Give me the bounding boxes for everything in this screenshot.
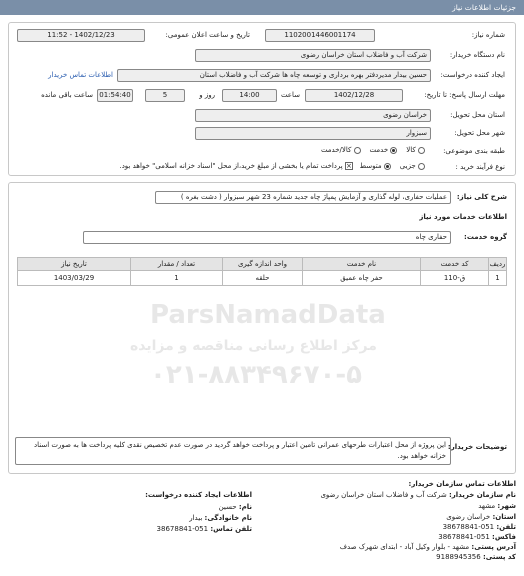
category-label: طبقه بندی موضوعی: [443,147,505,155]
creator-line [157,525,252,533]
service-group-value: حفاری چاه [83,231,451,244]
contact-line [443,523,516,531]
contact-key: استان: [492,513,516,521]
col-qty: تعداد / مقدار [131,258,223,271]
remaining-value: 01:54:40 [97,89,133,102]
buyer-notes-label: توضیحات خریدار: [447,443,507,451]
service-group-label: گروه خدمت: [464,233,507,241]
contact-title: اطلاعات تماس سازمان خریدار: [408,480,516,488]
cell-name: حفر چاه عمیق [303,271,421,286]
col-row: ردیف [489,258,507,271]
buyer-label: نام دستگاه خریدار: [449,51,505,59]
contact-key: شهر: [497,502,516,510]
radio-goods[interactable] [418,147,425,154]
time-label: ساعت [280,91,300,99]
need-number-value: 1102001446001174 [265,29,375,42]
summary-label: شرح کلی نیاز: [456,193,507,201]
services-section-title: اطلاعات خدمات مورد نیاز [419,213,507,221]
cell-row: 1 [489,271,507,286]
contact-line [340,543,516,551]
contact-line [436,553,516,561]
category-options [321,146,425,154]
payment-checkbox[interactable]: × [346,162,352,170]
creator-key: نام: [238,503,252,511]
contact-key: آدرس پستی: [471,543,516,551]
col-name: نام خدمت [303,258,421,271]
contact-value: شرکت آب و فاضلاب استان خراسان رضوی [320,491,449,499]
creator-key: نام خانوادگی: [204,514,252,522]
process-label: نوع فرآیند خرید : [455,163,505,171]
radio-minor-label: جزیی [399,162,416,170]
deadline-date: 1402/12/28 [305,89,403,102]
creator-value: حسین بیدار مدیردفتر بهره برداری و توسعه چاه ها شرکت آب و فاضلاب استان [117,69,431,82]
contact-key: فاکس: [492,533,516,541]
col-date: تاریخ نیاز [18,258,131,271]
col-unit: واحد اندازه گیری [223,258,303,271]
cell-qty: 1 [131,271,223,286]
creator-value: 051-38678841 [156,525,211,533]
creator-value: بیدار [189,514,205,522]
days-value: 5 [145,89,185,102]
radio-medium[interactable] [384,163,391,170]
cell-unit: حلقه [223,271,303,286]
province-label: استان محل تحویل: [450,111,505,119]
city-label: شهر محل تحویل: [454,129,505,137]
cell-date: 1403/03/29 [18,271,131,286]
contact-value: خراسان رضوی [446,513,493,521]
radio-service[interactable] [390,147,397,154]
radio-service-label: خدمت [369,146,389,154]
payment-note: پرداخت تمام یا بخشی از مبلغ خرید،از محل "اسناد خزانه اسلامی" خواهد بود. [119,162,343,170]
radio-medium-label: متوسط [359,162,382,170]
province-value: خراسان رضوی [195,109,431,122]
buyer-value: شرکت آب و فاضلاب استان خراسان رضوی [195,49,431,62]
city-value: سبزوار [195,127,431,140]
contact-key: تلفن: [496,523,516,531]
watermark-subtitle: مرکز اطلاع رسانی مناقصه و مزایده [130,338,377,354]
contact-value: مشهد [478,502,498,510]
contact-line [438,533,516,541]
buyer-notes-value: این پروژه از محل اعتبارات طرحهای عمرانی تامین اعتبار و پرداخت خواهد گردید در صورت عدم تخصیص نقدی کلیه پرداخت ها به صورت اسناد خزانه خواهد بود. [15,437,451,465]
creator-value: حسین [218,503,239,511]
remaining-label: ساعت باقی مانده [41,91,93,99]
watermark-brand: ParsNamadData [150,300,386,330]
creator-line [189,514,252,522]
announce-label: تاریخ و ساعت اعلان عمومی: [165,31,250,39]
contact-line [446,513,516,521]
contact-line [320,491,516,499]
contact-value: 9188945356 [436,553,483,561]
creator-label: ایجاد کننده درخواست: [440,71,505,79]
contact-key: کد پستی: [482,553,516,561]
time-value: 14:00 [222,89,277,102]
radio-goods-label: کالا [406,146,416,154]
contact-key: نام سازمان خریدار: [448,491,516,499]
summary-value: عملیات حفاری، لوله گذاری و آزمایش پمپاژ چاه جدید شماره 23 شهر سبزوار ( دشت بغره ) [155,191,451,204]
buyer-contact-link[interactable]: اطلاعات تماس خریدار [48,71,113,79]
radio-minor[interactable] [418,163,425,170]
watermark-phone: ۰۲۱-۸۸۳۴۹۶۷۰-۵ [150,360,363,390]
contact-value: 051-38678841 [442,523,497,531]
days-label: روز و [199,91,215,99]
col-code: کد خدمت [421,258,489,271]
creator-key: تلفن تماس: [210,525,252,533]
radio-goods-service-label: کالا/خدمت [320,146,352,154]
creator-contact-section [0,0,260,576]
contact-value: 051-38678841 [438,533,493,541]
need-number-label: شماره نیاز: [471,31,505,39]
creator-line [219,503,252,511]
deadline-label: مهلت ارسال پاسخ: تا تاریخ: [424,91,505,99]
page-title: جزئیات اطلاعات نیاز [452,3,516,12]
radio-goods-service[interactable] [354,147,361,154]
contact-line [478,502,516,510]
cell-code: ق-110 [421,271,489,286]
announce-value: 1402/12/23 - 11:52 [17,29,145,42]
creator-contact-title: اطلاعات ایجاد کننده درخواست: [145,491,252,499]
contact-value: مشهد - بلوار وکیل آباد - ابتدای شهرک صدف [339,543,472,551]
